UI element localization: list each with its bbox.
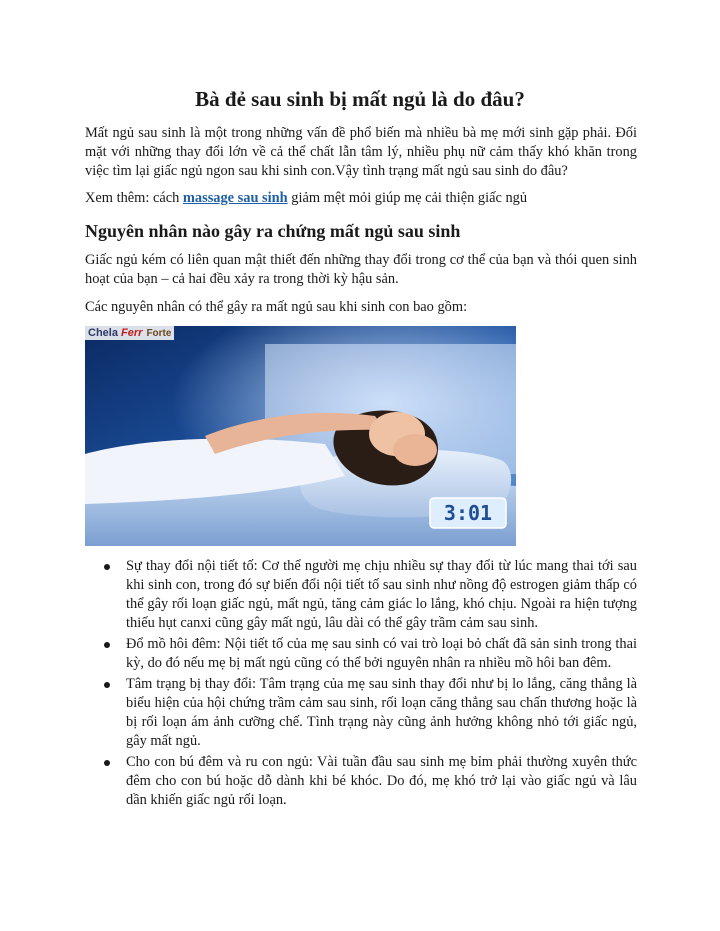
see-also-prefix: Xem thêm: cách (85, 190, 183, 206)
see-also-line (85, 189, 637, 208)
causes-list (104, 557, 637, 812)
list-item-text: Cho con bú đêm và ru con ngủ: Vài tuần đầu sau sinh mẹ bỉm phải thường xuyên thức đêm cho con bú hoặc dỗ dành khi bé khóc. Do đó, mẹ khó trở lại vào giấc ngủ và lâu dần khiến giấc ngủ rối loạn. (126, 754, 637, 808)
list-item (104, 675, 637, 751)
section-paragraph: Giấc ngủ kém có liên quan mật thiết đến những thay đổi trong cơ thể của bạn và thói quen sinh hoạt của bạn – cả hai đều xảy ra trong thời kỳ hậu sản. (85, 252, 637, 287)
brand-logo (85, 326, 174, 340)
clock-display: 3:01 (443, 501, 493, 525)
list-item-text: Sự thay đổi nội tiết tố: Cơ thể người mẹ chịu nhiều sự thay đổi từ lúc mang thai tới sau khi sinh con, trong đó sự biến đổi nội tiết tố sau sinh như nồng độ estrogen giảm thấp có thể gây rối loạn giấc ngủ, mất ngủ, tăng cảm giác lo lắng, khó chịu. Ngoài ra hiện tượng thiếu hụt canxi cũng gây mất ngủ, lâu dài có thể gây trầm cảm sau sinh. (126, 558, 637, 631)
bullet-icon (104, 564, 110, 570)
list-item (104, 753, 637, 810)
insomnia-photo (85, 326, 516, 546)
list-item (104, 635, 637, 673)
bullet-icon (104, 760, 110, 766)
list-item-text: Đổ mồ hôi đêm: Nội tiết tố của mẹ sau sinh có vai trò loại bỏ chất đã sản sinh trong thai kỳ, do đó nếu mẹ bị mất ngủ cũng có thể bởi nguyên nhân ra nhiều mồ hôi ban đêm. (126, 636, 637, 671)
intro-paragraph: Mất ngủ sau sinh là một trong những vấn đề phổ biến mà nhiều bà mẹ mới sinh gặp phải. Đối mặt với những thay đổi lớn về cả thể chất lẫn tâm lý, nhiều phụ nữ cảm thấy khó khăn trong việc tìm lại giấc ngủ ngon sau khi sinh con.Vậy tình trạng mất ngủ sau sinh do đâu? (85, 125, 637, 179)
see-also-suffix: giảm mệt mỏi giúp mẹ cải thiện giấc ngủ (287, 190, 528, 206)
causes-intro: Các nguyên nhân có thể gây ra mất ngủ sau khi sinh con bao gồm: (85, 299, 468, 315)
bullet-icon (104, 682, 110, 688)
list-item (104, 557, 637, 633)
brand-forte: Forte (146, 328, 172, 339)
page-title: Bà đẻ sau sinh bị mất ngủ là do đâu? (195, 87, 525, 111)
massage-link[interactable]: massage sau sinh (182, 190, 288, 206)
brand-ferr: Ferr (121, 327, 143, 339)
list-item-text: Tâm trạng bị thay đổi: Tâm trạng của mẹ sau sinh thay đổi như bị lo lắng, căng thẳng là biểu hiện của hội chứng trầm cảm sau sinh, rối loạn căng thẳng sau chấn thương hoặc là bị rối loạn ám ảnh cưỡng chế. Tình trạng này cũng ảnh hưởng không nhỏ tới giấc ngủ, gây mất ngủ. (126, 676, 637, 749)
brand-chela: Chela (88, 327, 118, 339)
insomnia-illustration (85, 326, 516, 546)
section-heading: Nguyên nhân nào gây ra chứng mất ngủ sau sinh (85, 221, 461, 241)
bullet-icon (104, 642, 110, 648)
